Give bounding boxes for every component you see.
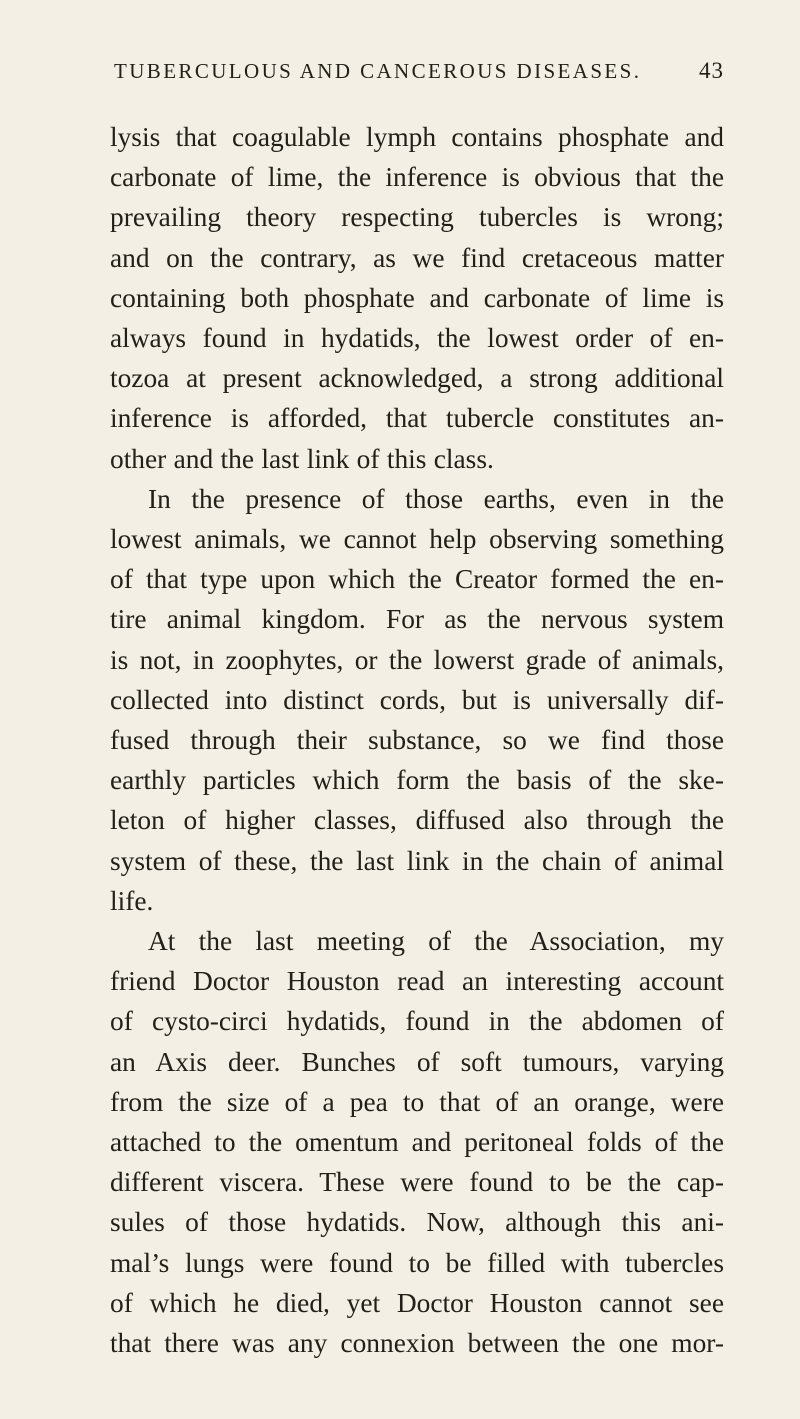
text-line: earthly particles which form the basis of the ske- — [110, 765, 724, 796]
running-title: TUBERCULOUS AND CANCEROUS DISEASES. — [114, 59, 642, 83]
text-line: an Axis deer. Bunches of soft tumours, varying — [110, 1046, 724, 1077]
text-line: carbonate of lime, the inference is obvious that the — [110, 162, 724, 193]
page-number: 43 — [699, 58, 724, 83]
text-line: sules of those hydatids. Now, although this ani- — [110, 1207, 724, 1238]
text-line: inference is afforded, that tubercle constitutes an- — [110, 403, 724, 434]
text-line: of cysto-circi hydatids, found in the abdomen of — [110, 1006, 724, 1037]
running-header — [114, 58, 724, 98]
text-line: different viscera. These were found to be the cap- — [110, 1167, 724, 1198]
text-line: of that type upon which the Creator formed the en- — [110, 564, 724, 595]
text-line: prevailing theory respecting tubercles is wrong; — [110, 202, 724, 233]
text-line: life. — [110, 885, 154, 916]
text-line: leton of higher classes, diffused also through the — [110, 805, 724, 836]
text-line: tire animal kingdom. For as the nervous system — [110, 604, 724, 635]
text-line: In the presence of those earths, even in the — [148, 483, 724, 514]
text-line: friend Doctor Houston read an interesting account — [110, 966, 724, 997]
text-line: mal’s lungs were found to be filled with tubercles — [110, 1247, 724, 1278]
text-line: system of these, the last link in the chain of animal — [110, 845, 724, 876]
text-line: is not, in zoophytes, or the lowerst grade of animals, — [110, 644, 724, 675]
text-line: fused through their substance, so we find those — [110, 725, 724, 756]
text-line: from the size of a pea to that of an orange, were — [110, 1086, 724, 1117]
text-line: collected into distinct cords, but is universally dif- — [110, 684, 724, 715]
body-text — [110, 117, 724, 1363]
text-line: lowest animals, we cannot help observing something — [110, 524, 724, 555]
text-line: tozoa at present acknowledged, a strong additional — [110, 363, 724, 394]
text-line: always found in hydatids, the lowest order of en- — [110, 323, 724, 354]
text-line: other and the last link of this class. — [110, 443, 494, 474]
text-line: and on the contrary, as we find cretaceous matter — [110, 242, 724, 273]
text-line: lysis that coagulable lymph contains phosphate and — [110, 122, 724, 152]
text-line: At the last meeting of the Association, my — [148, 926, 724, 957]
text-line: that there was any connexion between the one mor- — [110, 1328, 724, 1359]
text-line: of which he died, yet Doctor Houston cannot see — [110, 1287, 724, 1318]
text-line: attached to the omentum and peritoneal folds of the — [110, 1127, 724, 1158]
text-line: containing both phosphate and carbonate of lime is — [110, 282, 724, 313]
